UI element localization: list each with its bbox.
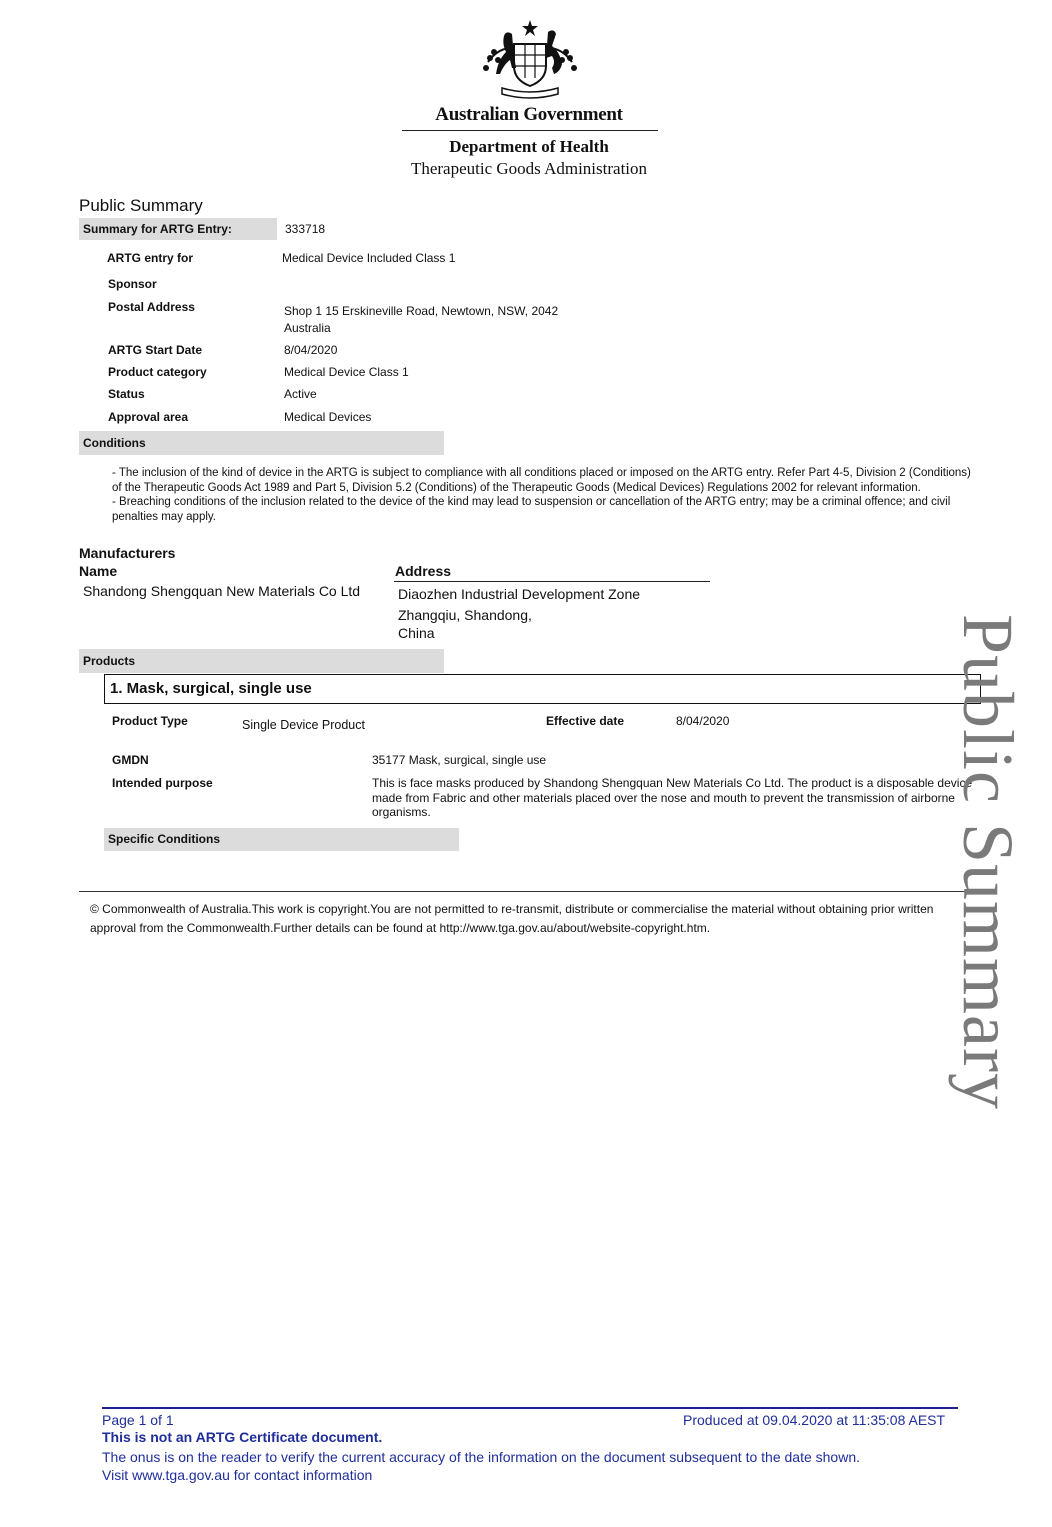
field-label-start-date: ARTG Start Date: [108, 343, 203, 357]
product-type-label: Product Type: [112, 714, 188, 728]
certificate-notice: This is not an ARTG Certificate document.: [102, 1429, 383, 1445]
manufacturer-address-line1: Diaozhen Industrial Development Zone: [398, 586, 641, 602]
manufacturer-address-header: Address: [395, 563, 452, 579]
intended-purpose-value: This is face masks produced by Shandong Shengquan New Materials Co Ltd. The product is a disposable device made from Fabric and other materials placed over the nose and mouth to prevent the transmission of airborne organisms.: [372, 776, 973, 819]
field-value-status: Active: [284, 387, 317, 401]
document-title: Public Summary: [79, 196, 203, 215]
intended-purpose-label: Intended purpose: [112, 776, 213, 790]
agency-name: Therapeutic Goods Administration: [410, 159, 648, 178]
field-label-artg-entry-for: ARTG entry for: [107, 251, 194, 265]
address-header-underline: [394, 581, 710, 582]
artg-entry-number: 333718: [285, 222, 326, 236]
product-type-value: Single Device Product: [242, 718, 365, 732]
field-label-status: Status: [108, 387, 145, 401]
effective-date-label: Effective date: [546, 714, 625, 728]
public-summary-watermark: Public Summary: [948, 614, 1028, 1110]
manufacturer-address-line3: China: [398, 625, 435, 641]
condition-1: - The inclusion of the kind of device in the ARTG is subject to compliance with all conditions placed or imposed on the ARTG entry. Refer Part 4-5, Division 2 (Conditions) of the Therapeutic Goods Act 1989 and Part 5, Division 5.2 (Conditions) of the Therapeutic Goods (Medical Devices) Regulations 2002 for relevant information.: [112, 467, 971, 494]
government-name: Australian Government: [435, 104, 623, 125]
gmdn-value: 35177 Mask, surgical, single use: [372, 753, 547, 767]
copyright-divider: [79, 891, 981, 892]
footer-divider: [102, 1407, 958, 1409]
manufacturer-name-header: Name: [79, 563, 118, 579]
header-divider: [402, 130, 658, 131]
conditions-header: Conditions: [79, 431, 444, 455]
onus-notice: The onus is on the reader to verify the current accuracy of the information on the document subsequent to the date shown.: [102, 1449, 861, 1465]
products-header: Products: [79, 649, 444, 673]
manufacturer-name: Shandong Shengquan New Materials Co Ltd: [83, 583, 361, 599]
gmdn-label: GMDN: [112, 753, 149, 767]
contact-info: Visit www.tga.gov.au for contact information: [102, 1467, 373, 1483]
field-value-approval-area: Medical Devices: [284, 410, 372, 424]
conditions-text: [112, 466, 982, 524]
condition-2: - Breaching conditions of the inclusion related to the device of the kind may lead to suspension or cancellation of the ARTG entry; may be a criminal offence; and civil penalties may apply.: [112, 496, 951, 523]
manufacturer-address-line2: Zhangqiu, Shandong,: [398, 607, 532, 623]
copyright-notice: © Commonwealth of Australia.This work is copyright.You are not permitted to re-transmit, distribute or commercialise the material without obtaining prior written approval from the Commonwealth.Further details can be found at http://www.tga.gov.au/about/website-copyright.htm.: [90, 902, 934, 935]
manufacturers-heading: Manufacturers: [79, 545, 176, 561]
field-label-sponsor: Sponsor: [108, 277, 157, 291]
specific-conditions-header: Specific Conditions: [104, 828, 459, 851]
field-label-product-category: Product category: [108, 365, 207, 379]
coat-of-arms-icon: [478, 18, 582, 102]
field-value-start-date: 8/04/2020: [284, 343, 338, 357]
summary-label: Summary for ARTG Entry:: [79, 218, 277, 240]
field-value-postal-address: Shop 1 15 Erskineville Road, Newtown, NSW, 2042: [284, 304, 559, 318]
field-label-postal-address: Postal Address: [108, 300, 195, 314]
department-name: Department of Health: [449, 137, 609, 156]
field-label-approval-area: Approval area: [108, 410, 189, 424]
produced-timestamp: Produced at 09.04.2020 at 11:35:08 AEST: [683, 1412, 946, 1428]
field-value-postal-country: Australia: [284, 321, 331, 335]
page-number: Page 1 of 1: [102, 1412, 174, 1428]
effective-date-value: 8/04/2020: [676, 714, 730, 728]
field-value-product-category: Medical Device Class 1: [284, 365, 409, 379]
product-title: 1. Mask, surgical, single use: [104, 674, 981, 704]
field-value-artg-entry-for: Medical Device Included Class 1: [282, 251, 456, 265]
